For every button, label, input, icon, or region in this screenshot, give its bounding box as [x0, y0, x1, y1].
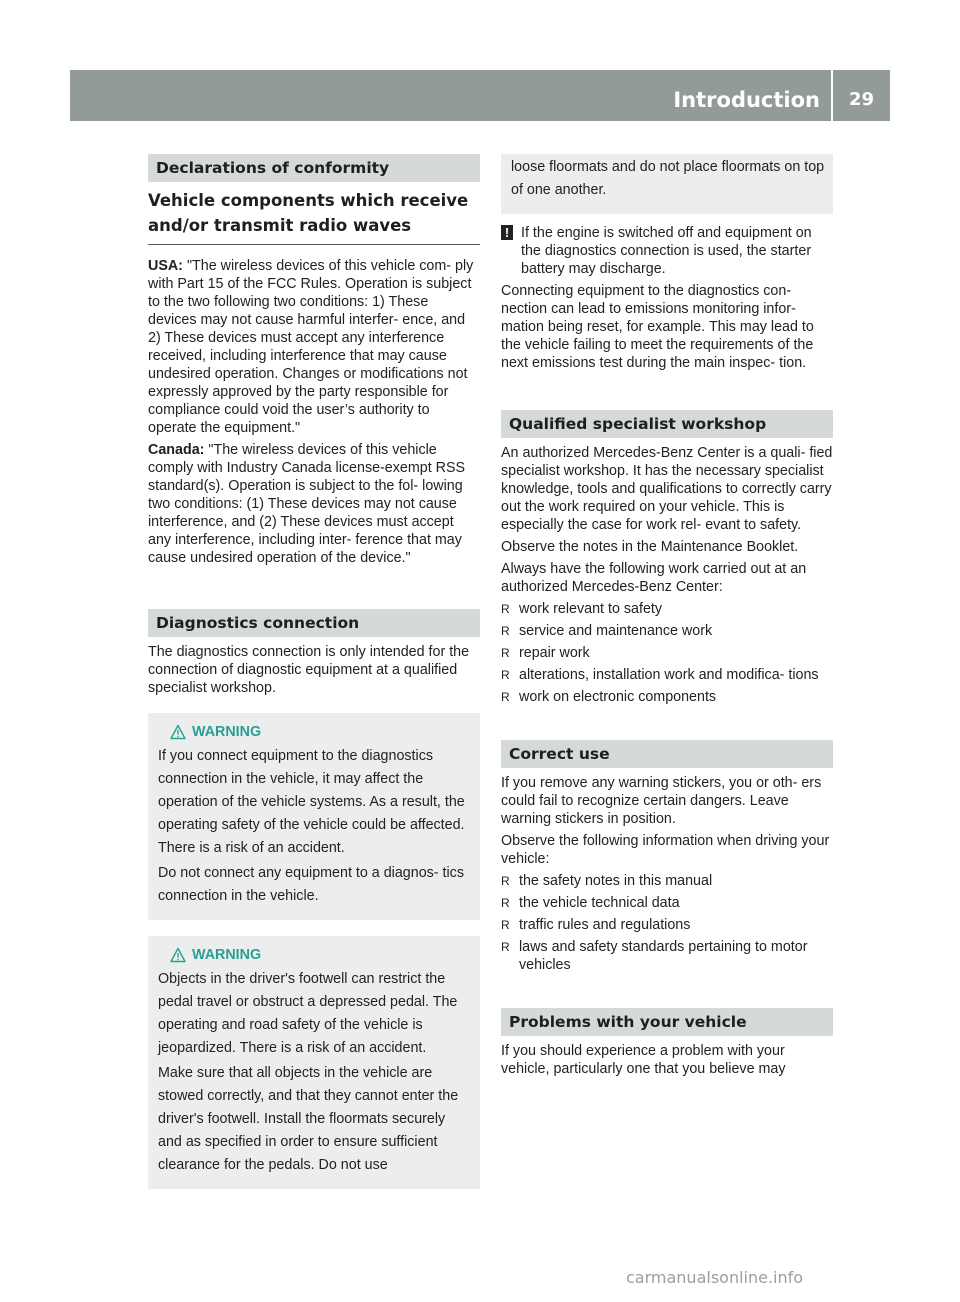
warning-box-1: [148, 713, 480, 920]
canada-label: Canada:: [148, 442, 205, 458]
bullet-icon: R: [501, 874, 510, 888]
workshop-paragraph-1: An authorized Mercedes-Benz Center is a quali- fied specialist workshop. It has the necessary specialist knowledge, tools and qualifications to correctly carry out the work required on your vehicle. This is especially the case for work rel- evant to safety.: [501, 445, 833, 533]
canada-paragraph: [148, 441, 480, 567]
section-heading-declarations: Declarations of conformity: [148, 154, 480, 182]
chapter-title: Introduction: [673, 88, 820, 112]
section-heading-problems: Problems with your vehicle: [501, 1008, 833, 1036]
warning-header: [170, 721, 472, 743]
bullet-icon: R: [501, 668, 510, 682]
list-item: R work relevant to safety: [501, 601, 663, 617]
bullet-icon: R: [501, 624, 510, 638]
warning-box-2-continued: [501, 154, 833, 214]
warning-2-instruction: Make sure that all objects in the vehicle are stowed correctly, and that they cannot enter the driver's footwell. Install the floormats securely and as specified in order to ensure sufficient clearance for the pedals. Do not use: [158, 1065, 459, 1173]
use-paragraph-2: Observe the following information when driving your vehicle:: [501, 833, 830, 867]
bullet-icon: R: [501, 896, 510, 910]
bullet-icon: R: [501, 918, 510, 932]
section-heading-diagnostics: Diagnostics connection: [148, 609, 480, 637]
page-number: 29: [848, 89, 875, 110]
canada-text: "The wireless devices of this vehicle comply with Industry Canada license-exempt RSS standard(s). Operation is subject to the fol- lowing two conditions: (1) These devices may not cause interference, and (2) These devices must accept any interference, including inter- ference that may cause undesired operation of the device.": [148, 442, 466, 566]
bullet-icon: R: [501, 940, 510, 954]
warning-header: [170, 944, 472, 966]
problems-paragraph: If you should experience a problem with your vehicle, particularly one that you believe may: [501, 1043, 786, 1077]
exclamation-icon: !: [501, 225, 513, 240]
list-item: R repair work: [501, 645, 590, 661]
warning-triangle-icon: [170, 724, 186, 740]
warning-1-instruction: Do not connect any equipment to a diagnos- tics connection in the vehicle.: [158, 865, 464, 904]
list-item: R laws and safety standards pertaining to motor vehicles: [501, 939, 808, 973]
workshop-paragraph-2: Observe the notes in the Maintenance Booklet.: [501, 539, 799, 555]
warning-1-text: If you connect equipment to the diagnostics connection in the vehicle, it may affect the operation of the vehicle systems. As a result, the operating safety of the vehicle could be affected. There is a risk of an accident.: [158, 748, 465, 856]
use-list: [501, 872, 833, 974]
subheading-radio-components: Vehicle components which receive and/or transmit radio waves: [148, 188, 480, 245]
workshop-paragraph-3: Always have the following work carried out at an authorized Mercedes-Benz Center:: [501, 561, 807, 595]
watermark: carmanualsonline.info: [626, 1268, 804, 1287]
diag-paragraph: Connecting equipment to the diagnostics con- nection can lead to emissions monitoring infor- mation being reset, for example. This may lead to the vehicle failing to meet the requirements of the next emissions test during the main inspec- tion.: [501, 283, 814, 371]
warning-triangle-icon: [170, 947, 186, 963]
bullet-icon: R: [501, 690, 510, 704]
list-item: R the safety notes in this manual: [501, 873, 713, 889]
usa-paragraph: [148, 257, 480, 437]
list-item: R traffic rules and regulations: [501, 917, 691, 933]
bullet-icon: R: [501, 646, 510, 660]
warning-2-text: Objects in the driver's footwell can restrict the pedal travel or obstruct a depressed pedal. The operating and road safety of the vehicle is jeopardized. There is a risk of an accident.: [158, 971, 458, 1056]
list-item: R service and maintenance work: [501, 623, 713, 639]
diag-intro: The diagnostics connection is only intended for the connection of diagnostic equipment at a qualified specialist workshop.: [148, 644, 470, 696]
workshop-list: [501, 600, 833, 706]
list-item: R alterations, installation work and modifica- tions: [501, 667, 819, 683]
bullet-icon: R: [501, 602, 510, 616]
right-column: [501, 154, 833, 1082]
notice-text: If the engine is switched off and equipment on the diagnostics connection is used, the starter battery may discharge.: [521, 225, 812, 277]
warning-label: WARNING: [192, 724, 262, 740]
section-heading-correct-use: Correct use: [501, 740, 833, 768]
use-paragraph-1: If you remove any warning stickers, you or oth- ers could fail to recognize certain dangers. Leave warning stickers in position.: [501, 775, 822, 827]
usa-text: "The wireless devices of this vehicle com- ply with Part 15 of the FCC Rules. Operation is subject to the two following two conditions: 1) These devices may not cause harmful interfer- ence, and 2) These devices must accept any interference received, including interference that may cause undesired operation. Changes or modifications not expressly approved by the party responsible for compliance could void the user’s authority to operate the equipment.": [148, 258, 474, 436]
notice-battery: [501, 224, 833, 278]
warning-continued-text: loose floormats and do not place floormats on top of one another.: [511, 159, 825, 198]
list-item: R work on electronic components: [501, 689, 717, 705]
warning-label: WARNING: [192, 947, 262, 963]
list-item: R the vehicle technical data: [501, 895, 680, 911]
usa-label: USA:: [148, 258, 183, 274]
left-column: [148, 154, 480, 1189]
warning-box-2: [148, 936, 480, 1189]
section-heading-workshop: Qualified specialist workshop: [501, 410, 833, 438]
